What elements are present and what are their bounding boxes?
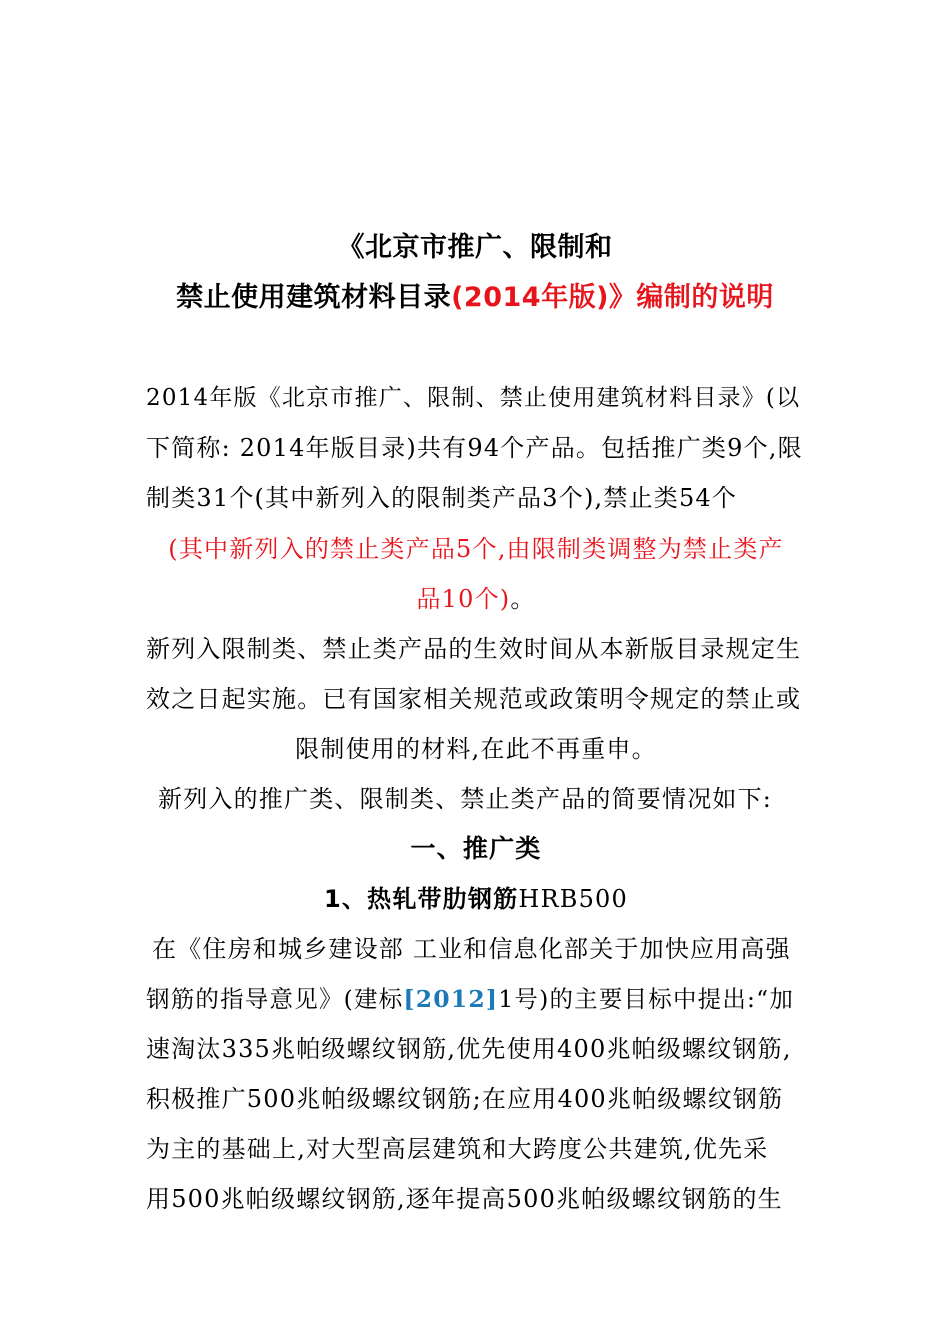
body-line-1: 在《住房和城乡建设部 工业和信息化部关于加快应用高强 xyxy=(152,935,791,963)
intro-line-3: 制类31个(其中新列入的限制类产品3个),禁止类54个 xyxy=(146,484,738,512)
intro-line-5-tail: 。 xyxy=(510,585,536,613)
intro-line-2: 下简称: 2014年版目录)共有94个产品。包括推广类9个,限 xyxy=(146,434,803,462)
body-line-3: 速淘汰335兆帕级螺纹钢筋,优先使用400兆帕级螺纹钢筋, xyxy=(146,1035,792,1063)
intro-line-5-red: 品10个) xyxy=(416,585,511,613)
body-line-4: 积极推广500兆帕级螺纹钢筋;在应用400兆帕级螺纹钢筋 xyxy=(146,1085,784,1113)
section-heading: 一、推广类 xyxy=(410,834,542,863)
doc-title-black-part: 禁止使用建筑材料目录 xyxy=(176,282,452,313)
doc-title-line-2 xyxy=(0,278,950,318)
intro-line-5 xyxy=(146,582,806,616)
para3-line-1: 新列入的推广类、限制类、禁止类产品的简要情况如下: xyxy=(158,785,773,813)
doc-title-line-1: 《北京市推广、限制和 xyxy=(337,232,613,263)
body-line-2-b: 1号)的主要目标中提出:“加 xyxy=(498,985,795,1013)
intro-line-4: (其中新列入的禁止类产品5个,由限制类调整为禁止类产 xyxy=(168,535,784,563)
subsection-code: HRB500 xyxy=(518,885,628,913)
body-line-5: 为主的基础上,对大型高层建筑和大跨度公共建筑,优先采 xyxy=(146,1135,769,1163)
body-line-2-ref: [2012] xyxy=(403,985,499,1013)
subsection-title: 热轧带肋钢筋 xyxy=(367,885,519,913)
para2-line-2: 效之日起实施。已有国家相关规范或政策明令规定的禁止或 xyxy=(146,685,802,713)
intro-line-1: 2014年版《北京市推广、限制、禁止使用建筑材料目录》(以 xyxy=(146,385,801,411)
body-line-6: 用500兆帕级螺纹钢筋,逐年提高500兆帕级螺纹钢筋的生 xyxy=(146,1185,783,1213)
body-line-2-a: 钢筋的指导意见》(建标 xyxy=(146,985,404,1013)
doc-title-red-part: (2014年版)》编制的说明 xyxy=(451,282,774,313)
para2-line-3: 限制使用的材料,在此不再重申。 xyxy=(295,735,657,763)
para2-line-1: 新列入限制类、禁止类产品的生效时间从本新版目录规定生 xyxy=(146,635,802,663)
body-line-2 xyxy=(146,982,806,1016)
subsection-number: 1、 xyxy=(324,885,368,913)
subsection-heading xyxy=(146,882,806,916)
